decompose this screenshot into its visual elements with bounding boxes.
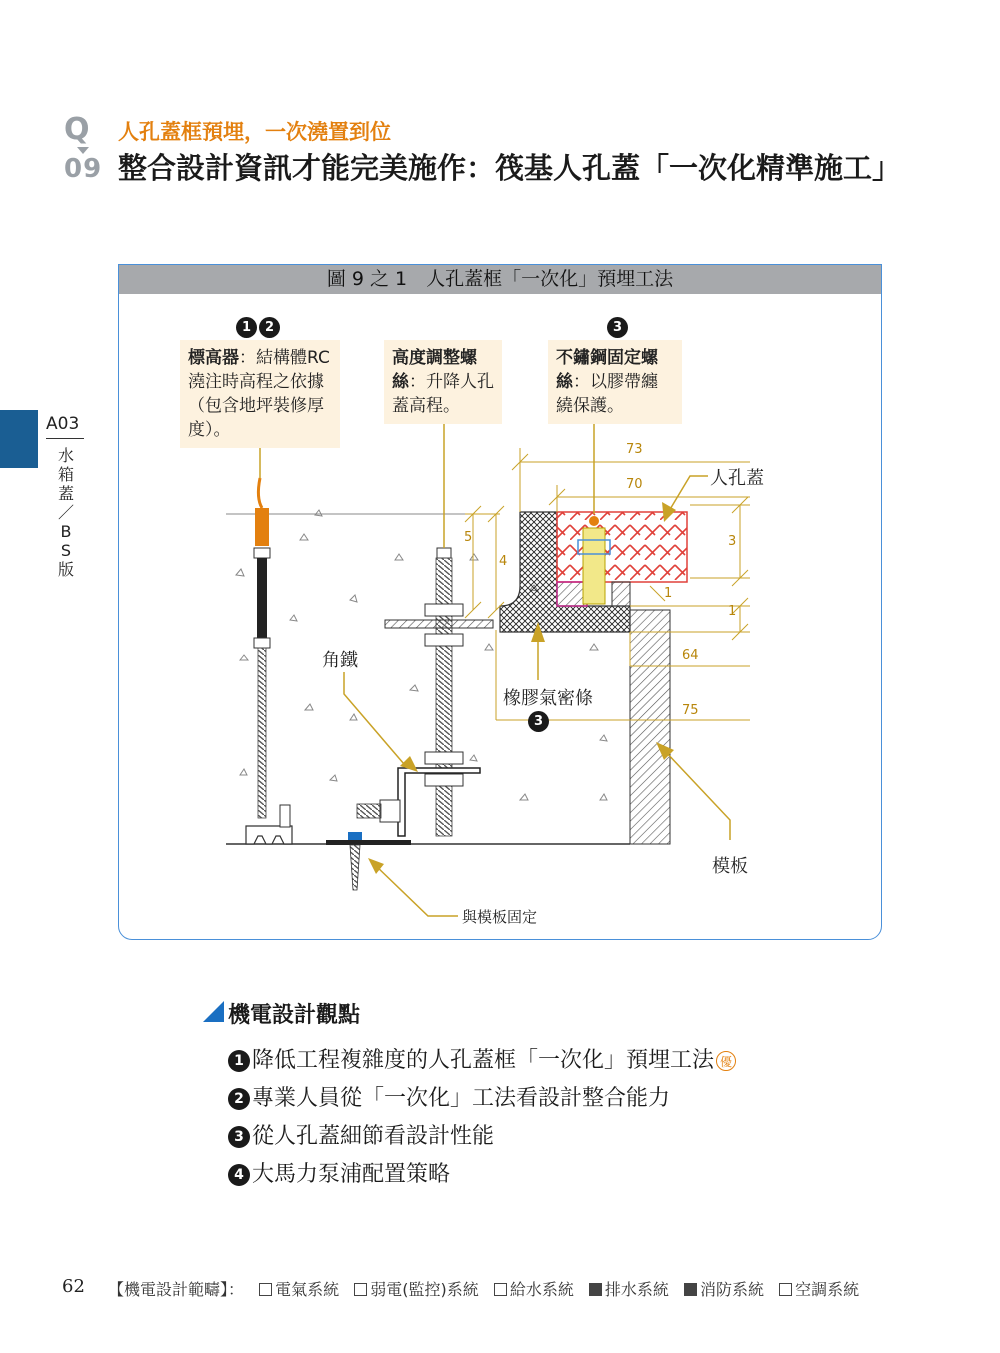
page-number: 62 [62, 1276, 85, 1297]
note-level-gauge [180, 340, 340, 448]
viewpoint-list [228, 1042, 736, 1194]
dim-5: 5 [464, 530, 473, 545]
dim-1a: 1 [664, 586, 673, 601]
note-1-badges [236, 316, 282, 338]
excellent-mark-icon: 優 [716, 1051, 736, 1071]
badge-3: 3 [607, 317, 628, 338]
dim-64: 64 [682, 648, 699, 663]
item-text: 專業人員從「一次化」工法看設計整合能力 [252, 1086, 671, 1111]
dim-3: 3 [728, 534, 737, 549]
dim-75: 75 [682, 703, 699, 718]
formwork-panel [630, 610, 670, 844]
list-item [228, 1118, 736, 1156]
item-text: 從人孔蓋細節看設計性能 [252, 1124, 495, 1149]
item-number: 1 [228, 1050, 250, 1072]
dimension-lines [465, 448, 750, 720]
list-item [228, 1080, 736, 1118]
dim-73: 73 [626, 442, 643, 457]
system-electric: 電氣系統 [275, 1280, 340, 1299]
question-letter: Q [64, 112, 90, 147]
checkbox-icon [779, 1283, 792, 1296]
footer-label: 【機電設計範疇】： [108, 1280, 245, 1299]
label-fix-to-formwork: 與模板固定 [462, 908, 538, 926]
system-hvac: 空調系統 [795, 1280, 860, 1299]
checkbox-checked-icon [589, 1283, 602, 1296]
dim-4: 4 [499, 554, 508, 569]
note-height-bolt-term: 高度調整螺絲 [392, 348, 477, 392]
side-tab-text: 水箱蓋／BS版 [58, 446, 75, 579]
note-height-bolt [384, 340, 502, 424]
item-number: 3 [228, 1126, 250, 1148]
checkbox-icon [494, 1283, 507, 1296]
note-height-bolt-text: ：升降人孔蓋高程。 [392, 372, 494, 416]
note-level-gauge-term: 標高器 [188, 348, 239, 368]
list-item [228, 1156, 736, 1194]
badge-2: 2 [259, 317, 280, 338]
system-fire: 消防系統 [700, 1280, 765, 1299]
checkbox-icon [259, 1283, 272, 1296]
footer-scope [108, 1277, 859, 1300]
checkbox-icon [354, 1283, 367, 1296]
item-number: 4 [228, 1164, 250, 1186]
system-weak-current: 弱電(監控)系統 [370, 1280, 479, 1299]
label-formwork: 模板 [712, 856, 748, 877]
level-gauge-rod [246, 478, 292, 844]
label-manhole-cover: 人孔蓋 [710, 468, 764, 489]
viewpoint-marker-icon [203, 1001, 224, 1022]
note-stainless-bolt [548, 340, 682, 424]
side-tab-code: A03 [46, 414, 80, 434]
figure-header: 圖 9 之 1 人孔蓋框「一次化」預埋工法 [119, 265, 881, 294]
item-text: 大馬力泵浦配置策略 [252, 1162, 451, 1187]
question-number: 09 [64, 154, 103, 184]
note-level-gauge-text: ：結構體RC澆注時高程之依據（包含地坪裝修厚度）。 [188, 348, 330, 440]
note-stainless-bolt-text: ：以膠帶纏繞保護。 [556, 372, 658, 416]
badge-1: 1 [236, 317, 257, 338]
label-rubber-strip-badge [528, 710, 551, 732]
system-water-supply: 給水系統 [509, 1280, 574, 1299]
checkbox-checked-icon [684, 1283, 697, 1296]
system-drainage: 排水系統 [604, 1280, 669, 1299]
label-angle-iron: 角鐵 [322, 650, 358, 671]
badge-rubber-3: 3 [528, 711, 549, 732]
item-text: 降低工程複雜度的人孔蓋框「一次化」預埋工法 [252, 1048, 715, 1073]
question-subtitle: 人孔蓋框預埋，一次澆置到位 [118, 120, 391, 144]
item-number: 2 [228, 1088, 250, 1110]
dim-70: 70 [626, 477, 643, 492]
label-rubber-strip: 橡膠氣密條 [503, 688, 593, 709]
viewpoint-title: 機電設計觀點 [228, 1003, 361, 1028]
dim-1b: 1 [728, 604, 737, 619]
note-3-badges [607, 316, 630, 338]
list-item [228, 1042, 736, 1080]
question-title: 整合設計資訊才能完美施作：筏基人孔蓋「一次化精準施工」 [118, 151, 902, 185]
note-stainless-bolt-term: 不鏽鋼固定螺絲 [556, 348, 658, 392]
